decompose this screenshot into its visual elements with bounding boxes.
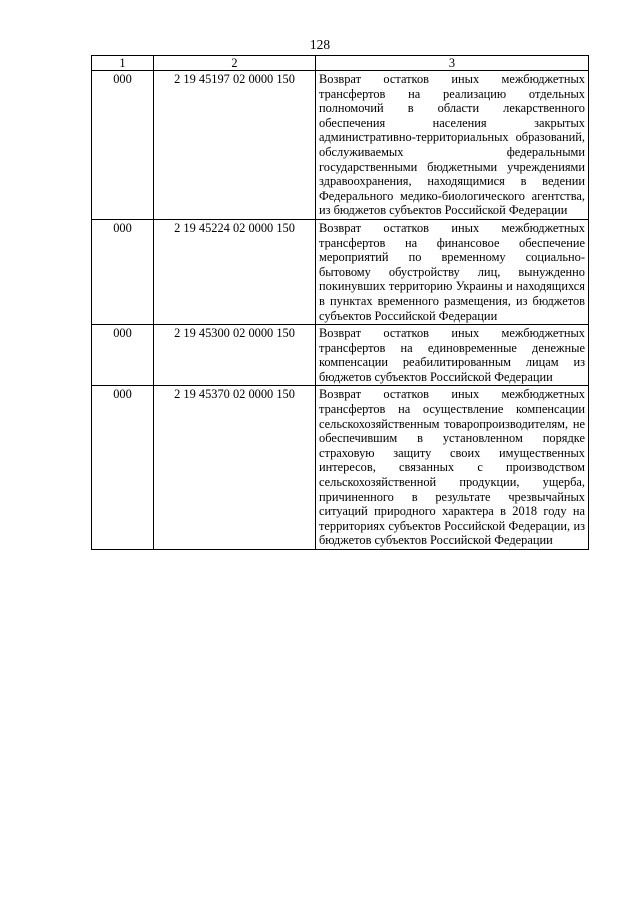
admin-code-cell: 000 xyxy=(92,325,154,386)
table-row xyxy=(92,219,589,324)
table-header-row xyxy=(92,56,589,71)
admin-code-cell: 000 xyxy=(92,219,154,324)
column-header-3: 3 xyxy=(316,56,589,71)
description-cell: Возврат остатков иных межбюджетных трансфертов на реализацию отдельных полномочий в области лекарственного обеспечения населения закрытых административно-территориальных образований, обслуживаемых федеральными государственными бюджетными учреждениями здравоохранения, находящимися в ведении Федерального медико-биологического агентства, из бюджетов субъектов Российской Федерации xyxy=(316,71,589,220)
column-header-2: 2 xyxy=(154,56,316,71)
table-row xyxy=(92,325,589,386)
description-cell: Возврат остатков иных межбюджетных трансфертов на осуществление компенсации сельскохозяйственным товаропроизводителям, не обеспечившим в установленном порядке страховую защиту своих имущественных интересов, связанных с производством сельскохозяйственной продукции, ущерба, причиненного в результате чрезвычайных ситуаций природного характера в 2018 году на территориях субъектов Российской Федерации, из бюджетов субъектов Российской Федерации xyxy=(316,386,589,550)
table-row xyxy=(92,71,589,220)
budget-code-table xyxy=(91,55,589,550)
admin-code-cell: 000 xyxy=(92,71,154,220)
budget-code-cell: 2 19 45197 02 0000 150 xyxy=(154,71,316,220)
table-row xyxy=(92,386,589,550)
budget-code-cell: 2 19 45370 02 0000 150 xyxy=(154,386,316,550)
budget-code-cell: 2 19 45300 02 0000 150 xyxy=(154,325,316,386)
description-cell: Возврат остатков иных межбюджетных трансфертов на финансовое обеспечение мероприятий по временному социально-бытовому обустройству лиц, вынужденно покинувших территорию Украины и находящихся в пунктах временного размещения, из бюджетов субъектов Российской Федерации xyxy=(316,219,589,324)
budget-code-cell: 2 19 45224 02 0000 150 xyxy=(154,219,316,324)
admin-code-cell: 000 xyxy=(92,386,154,550)
column-header-1: 1 xyxy=(92,56,154,71)
description-cell: Возврат остатков иных межбюджетных трансфертов на единовременные денежные компенсации реабилитированным лицам из бюджетов субъектов Российской Федерации xyxy=(316,325,589,386)
page-number: 128 xyxy=(309,37,331,52)
